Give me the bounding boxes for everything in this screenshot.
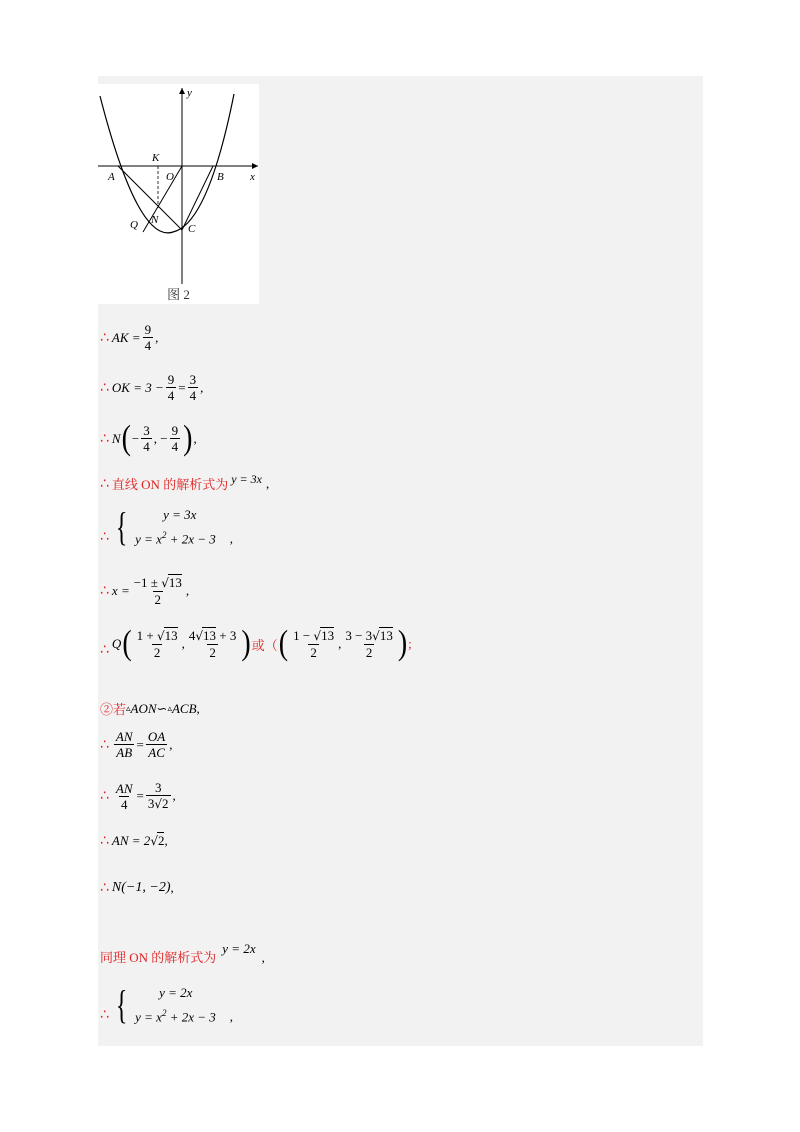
step-system-1: ∴ { y = 3x $y = x^2 + 2x - 3$ ,	[100, 504, 234, 550]
step-n-coords: ∴ N ( − $\frac{3}{4}$ , − $\frac{9}{4}$ ) ,	[100, 418, 197, 458]
step-line-on: ∴ 直线 ON 的解析式为 y = 3x ,	[100, 472, 270, 492]
label-y: y	[187, 87, 192, 99]
step-case-2: ②若 ▵ AON ∽ ▵ ACB ,	[100, 700, 200, 717]
label-c: C	[188, 223, 196, 235]
step-n2: ∴ N(−1, −2) ,	[100, 880, 174, 896]
step-ratio: ∴ $\frac{AN}{AB}$ = $\frac{OA}{AC}$ ,	[100, 729, 173, 760]
label-x: x	[250, 171, 255, 183]
y-axis-arrow	[179, 88, 185, 94]
label-k: K	[152, 152, 160, 164]
step-ok: ∴ OK = 3 − $\frac{9}{4}$ = $\frac{3}{4}$ ,	[100, 372, 204, 403]
figure-caption: 图 2	[167, 287, 190, 302]
therefore-symbol: ∴	[100, 329, 109, 346]
step-same: 同理 ON 的解析式为 y = 2x ,	[100, 941, 265, 965]
ak-lhs: AK =	[111, 329, 141, 345]
step-x-solution: ∴ x = $\frac{-1 \pm √13}{2}$ ,	[100, 575, 190, 607]
step-ak: ∴ AK = $\frac{9}{4}$ ,	[100, 322, 159, 353]
parabola-curve	[100, 94, 234, 233]
x-axis-arrow	[252, 163, 258, 169]
step-q-solution: ∴ Q ( $\frac{1 + √13}{2}$ , $\frac{4√13 + 3}{2}$ ) 或（ ( $\frac{1 - √13}{2}$ , $\frac{3 - 3√13}{2}$ ) ;	[100, 624, 412, 663]
line-on	[143, 166, 182, 232]
parabola-diagram	[98, 84, 259, 284]
ak-fraction: $\frac{9}{4}$	[144, 322, 152, 353]
label-o: O	[166, 171, 174, 183]
label-b: B	[217, 171, 224, 183]
label-n: N	[151, 214, 159, 226]
line-cb	[182, 166, 213, 230]
step-system-2: ∴ { y = 2x $y = x^2 + 2x - 3$ ,	[100, 982, 234, 1028]
step-ratio-2: ∴ $\frac{AN}{4}$ = $\frac{3}{3√2}$ ,	[100, 780, 176, 812]
graph-figure	[98, 84, 259, 304]
label-q: Q	[130, 219, 138, 231]
step-an-value: ∴ AN = 2 √ 2 ,	[100, 832, 168, 849]
label-a: A	[108, 171, 115, 183]
